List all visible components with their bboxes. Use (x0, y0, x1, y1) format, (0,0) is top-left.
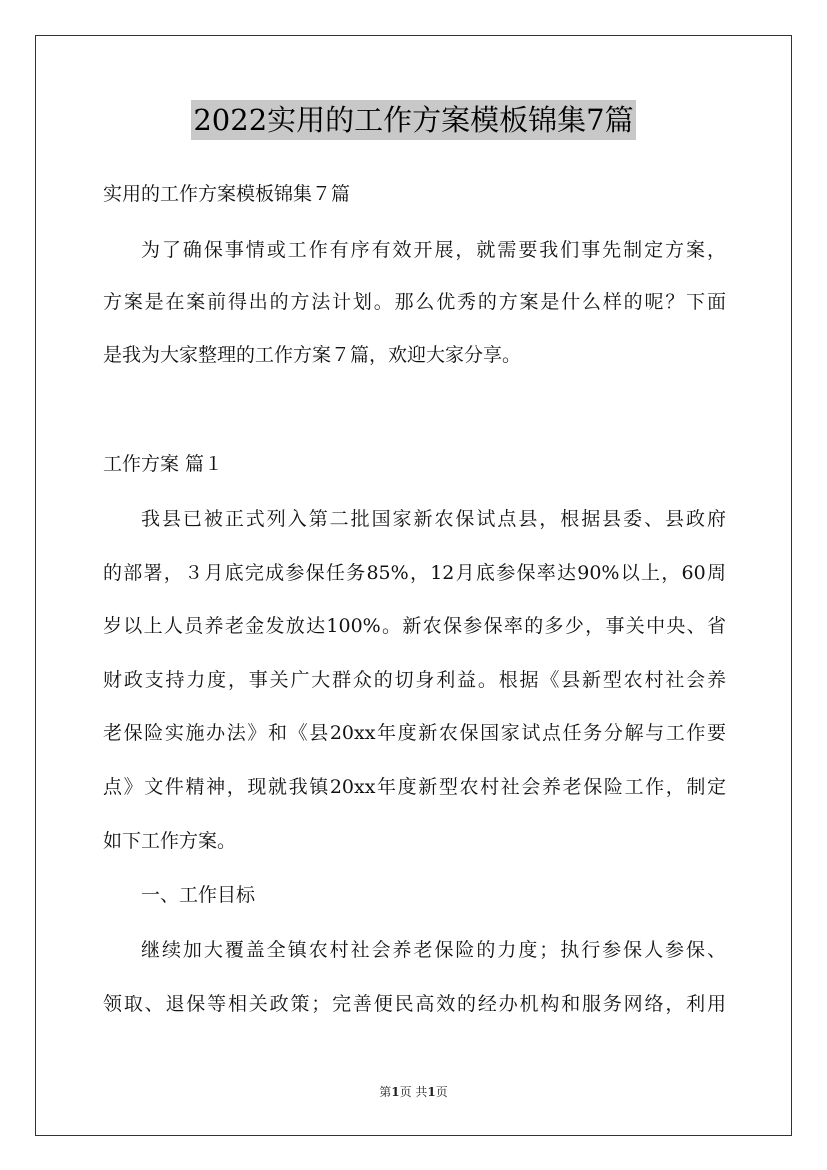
body-line-2: 的部署，３月底完成参保任务85%，12月底参保率达90%以上，60周 (103, 562, 726, 584)
footer-prefix: 第 (379, 1085, 392, 1099)
document-title: 2022实用的工作方案模板锦集7篇 (191, 100, 635, 140)
footer-suffix: 页 (435, 1085, 448, 1099)
intro-line-1: 为了确保事情或工作有序有效开展，就需要我们事先制定方案， (141, 239, 726, 261)
body-line-7: 如下工作方案。 (103, 830, 237, 852)
body-line-6: 点》文件精神，现就我镇20xx年度新型农村社会养老保险工作，制定 (103, 776, 726, 798)
section-heading: 工作方案 篇１ (103, 453, 224, 475)
footer-total-pages: 1 (427, 1085, 436, 1099)
intro-line-3: 是我为大家整理的工作方案７篇，欢迎大家分享。 (103, 344, 522, 366)
footer-page-number: 1 (391, 1085, 400, 1099)
goal-line-1: 继续加大覆盖全镇农村社会养老保险的力度；执行参保人参保、 (141, 939, 726, 961)
intro-line-2: 方案是在案前得出的方法计划。那么优秀的方案是什么样的呢？下面 (103, 291, 726, 313)
document-subtitle: 实用的工作方案模板锦集７篇 (103, 183, 351, 205)
page-footer (0, 1084, 827, 1100)
footer-mid: 页 共 (399, 1085, 428, 1099)
body-line-5: 老保险实施办法》和《县20xx年度新农保国家试点任务分解与工作要 (103, 722, 726, 744)
body-line-1: 我县已被正式列入第二批国家新农保试点县，根据县委、县政府 (141, 508, 726, 530)
body-line-3: 岁以上人员养老金发放达100%。新农保参保率的多少，事关中央、省 (103, 615, 726, 637)
goal-heading: 一、工作目标 (141, 884, 256, 906)
title-container (0, 100, 827, 140)
body-line-4: 财政支持力度，事关广大群众的切身利益。根据《县新型农村社会养 (103, 669, 726, 691)
goal-line-2: 领取、退保等相关政策；完善便民高效的经办机构和服务网络，利用 (103, 993, 726, 1015)
